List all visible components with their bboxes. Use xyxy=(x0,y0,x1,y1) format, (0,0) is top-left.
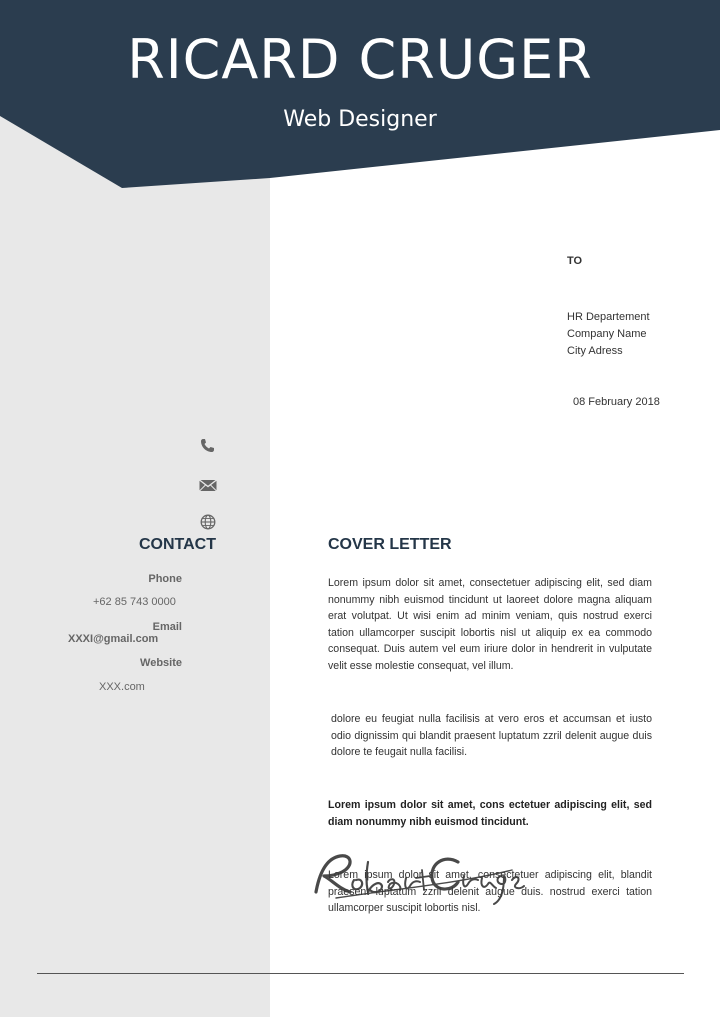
email-value: XXXI@gmail.com xyxy=(68,633,159,645)
letter-paragraph-2: dolore eu feugiat nulla facilisis at vero eros et accumsan et iusto odio dignissim qui blandit praesent luptatum zzril delenit augue duis dolore te feugait nulla facilisi. xyxy=(331,713,652,758)
phone-value: +62 85 743 0000 xyxy=(93,596,176,608)
letter-paragraph-3: Lorem ipsum dolor sit amet, cons ectetuer adipiscing elit, sed diam nonummy nibh euismod tincidunt. xyxy=(328,799,652,828)
to-label: TO xyxy=(567,255,583,267)
website-value: XXX.com xyxy=(99,681,145,693)
phone-icon xyxy=(198,437,218,455)
recipient-address: City Adress xyxy=(567,345,623,357)
recipient-department: HR Departement xyxy=(567,311,650,323)
contact-heading: CONTACT xyxy=(138,536,216,553)
website-label: Website xyxy=(140,657,182,669)
applicant-name: RICARD CRUGER xyxy=(127,28,593,91)
envelope-icon xyxy=(198,477,218,495)
recipient-company: Company Name xyxy=(567,328,647,340)
phone-label: Phone xyxy=(148,573,182,585)
globe-icon xyxy=(198,513,218,531)
letter-date: 08 February 2018 xyxy=(573,396,660,408)
cover-letter-heading: COVER LETTER xyxy=(328,536,452,553)
signature-image xyxy=(306,840,526,910)
footer-divider xyxy=(37,973,684,974)
email-label: Email xyxy=(152,621,182,633)
letter-paragraph-4: Lorem ipsum dolor sit amet, consectetuer adipiscing elit, blandit praesent luptatum zzril delenit augue duis. nostrud exerci tation ullamcorper suscipit lobortis nisl. xyxy=(328,869,652,914)
letter-paragraph-1: Lorem ipsum dolor sit amet, consectetuer adipiscing elit, sed diam nonummy nibh euismod tincidunt ut laoreet dolore magna aliquam erat volutpat. Ut wisi enim ad minim veniam, quis nostrud exerci tation ullamcorper suscipit lobortis nisl ut aliquip ex ea commodo consequat. Duis autem vel eum iriure dolor in hendrerit in vulputate velit esse molestie consequat, vel illum. xyxy=(328,577,652,672)
job-title: Web Designer xyxy=(283,107,437,132)
recipient-block xyxy=(567,309,650,360)
